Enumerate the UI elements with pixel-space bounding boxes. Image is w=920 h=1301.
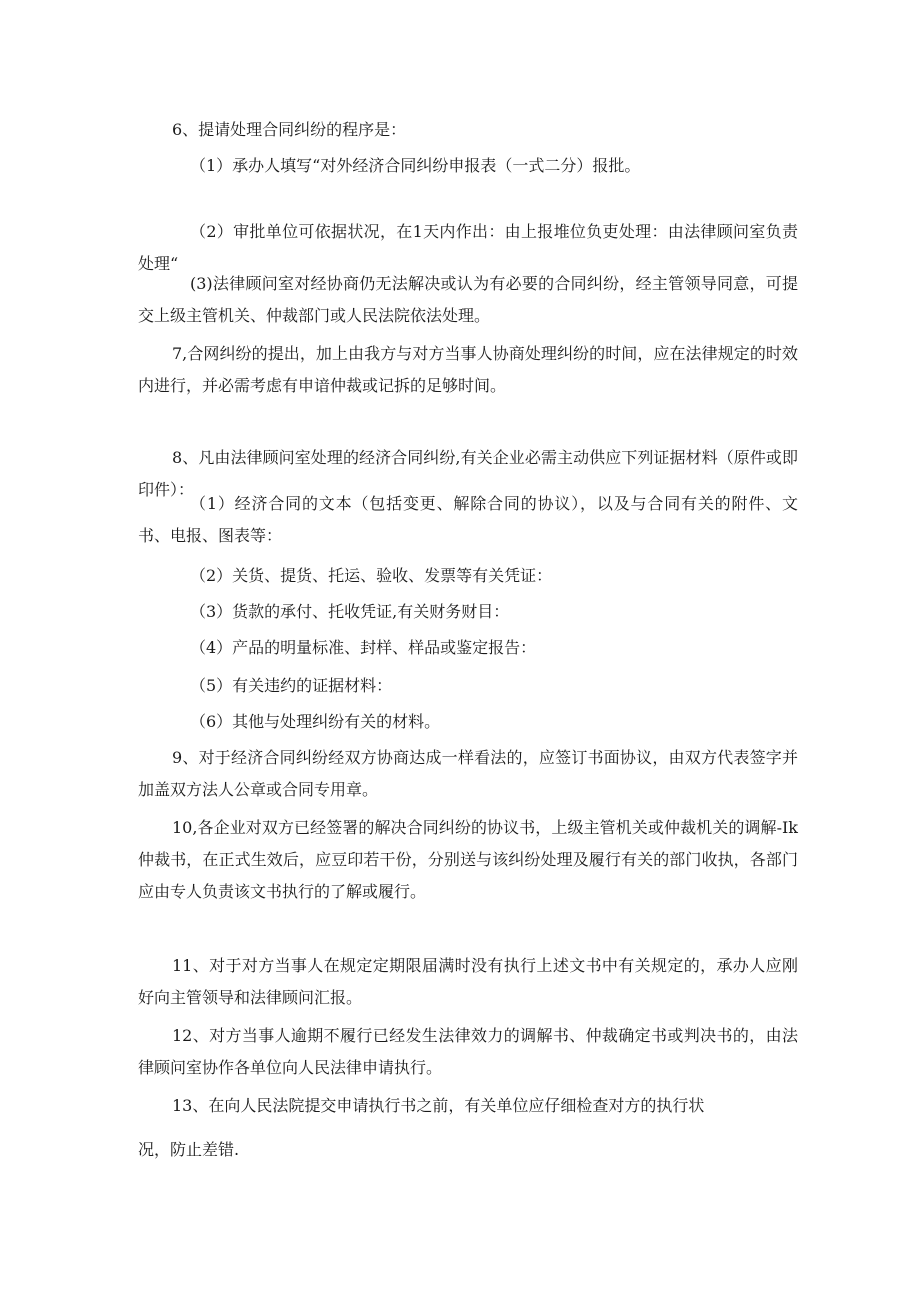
paragraph-10: 10,各企业对双方已经签署的解决合同纠纷的协议书，上级主管机关或仲裁机关的调解-Ik仲裁书，在正式生效后，应豆印若干份，分别送与该纠纷处理及履行有关的部门收执，各部门应由专人负责该文书执行的了解或履行。 xyxy=(138,818,798,901)
paragraph-13: 13、在向人民法院提交申请执行书之前，有关单位应仔细检查对方的执行状 xyxy=(172,1096,705,1115)
paragraph-6: 6、提请处理合同纠纷的程序是： xyxy=(172,120,407,139)
paragraph-8-4: （4）产品的明量标准、封样、样品或鉴定报告： xyxy=(190,638,537,657)
paragraph-8-5: （5）有关违约的证据材料： xyxy=(190,676,393,695)
paragraph-6-1: （1）承办人填写“对外经济合同纠纷申报表（一式二分）报批。 xyxy=(190,156,641,175)
paragraph-13-continued: 况，防止差错. xyxy=(138,1140,240,1159)
paragraph-12: 12、对方当事人逾期不履行已经发生法律效力的调解书、仲裁确定书或判决书的，由法律顾问室协作各单位向人民法律申请执行。 xyxy=(138,1026,798,1077)
paragraph-8: 8、凡由法律顾问室处理的经济合同纠纷,有关企业必需主动供应下列证据材料（原件或即印件）： xyxy=(138,448,798,499)
paragraph-8-1: （1）经济合同的文本（包括变更、解除合同的协议），以及与合同有关的附件、文书、电报、图表等： xyxy=(138,494,798,545)
paragraph-8-6: （6）其他与处理纠纷有关的材料。 xyxy=(190,712,441,731)
paragraph-6-3: (3)法律顾问室对经协商仍无法解决或认为有必要的合同纠纷，经主管领导同意，可提交上级主管机关、仲裁部门或人民法院依法处理。 xyxy=(138,274,798,325)
paragraph-8-3: （3）货款的承付、托收凭证,有关财务财目： xyxy=(190,602,510,621)
paragraph-8-2: （2）关货、提货、托运、验收、发票等有关凭证： xyxy=(190,566,553,585)
paragraph-11: 11、对于对方当事人在规定定期限届满时没有执行上述文书中有关规定的，承办人应刚好向主管领导和法律顾问汇报。 xyxy=(138,956,798,1007)
paragraph-9: 9、对于经济合同纠纷经双方协商达成一样看法的，应签订书面协议，由双方代表签字并加盖双方法人公章或合同专用章。 xyxy=(138,748,798,799)
paragraph-7: 7,合网纠纷的提出，加上由我方与对方当事人协商处理纠纷的时间，应在法律规定的时效内进行，并必需考虑有申谙仲裁或记拆的足够时间。 xyxy=(138,344,798,395)
paragraph-6-2: （2）审批单位可依据状况，在1天内作出：由上报堆位负吏处理：由法律顾问室负责处理“ xyxy=(138,222,798,273)
